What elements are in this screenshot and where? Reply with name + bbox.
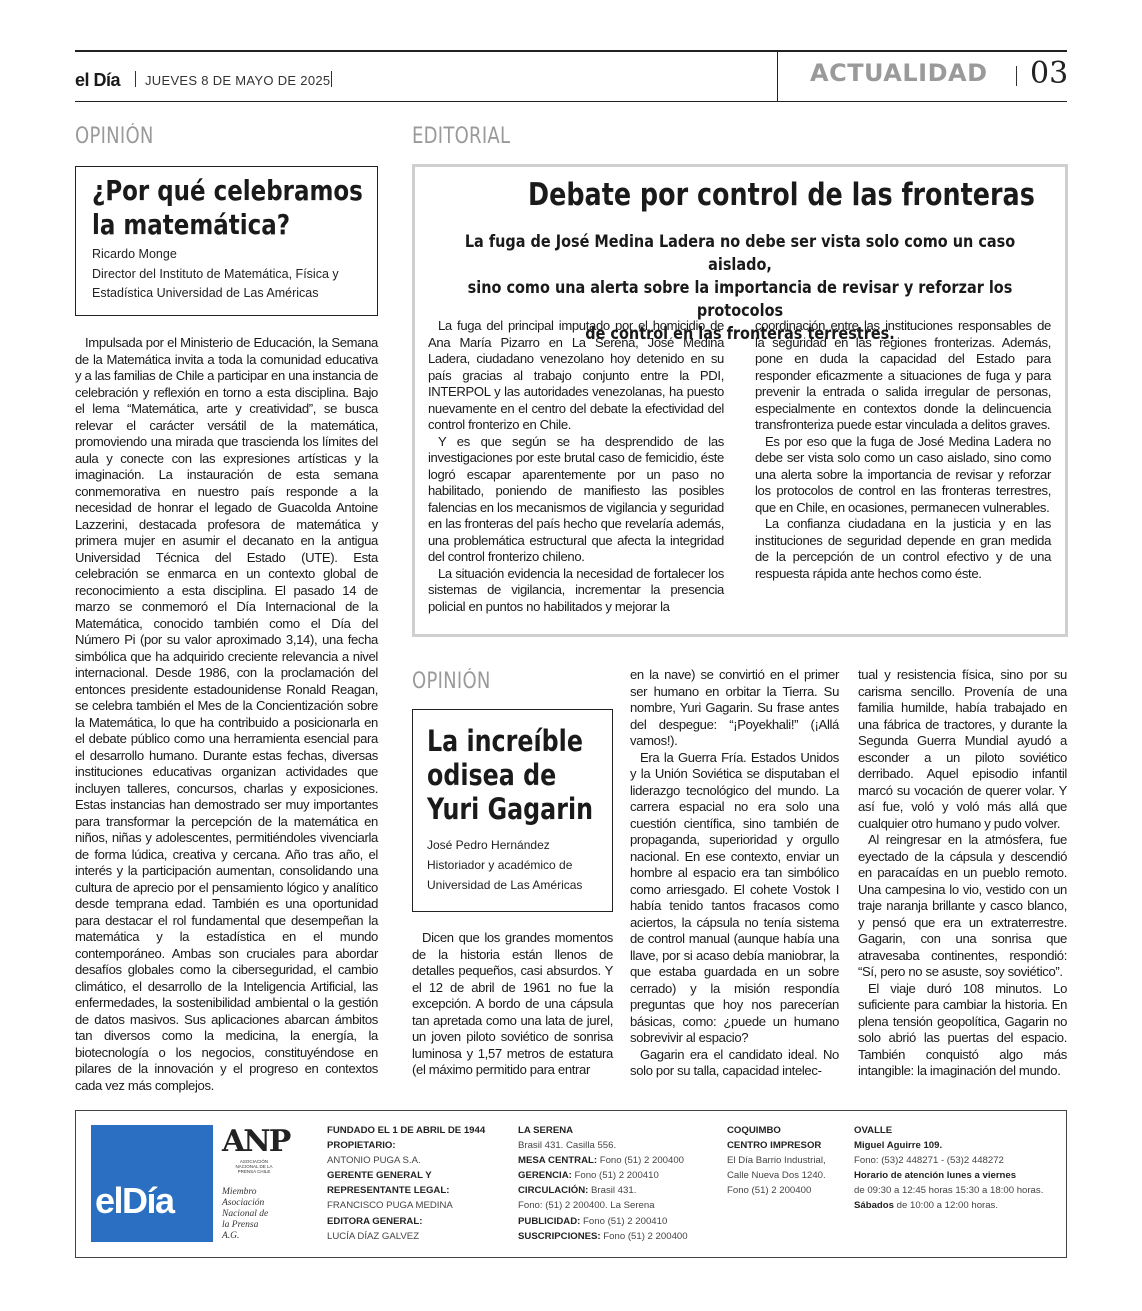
author-title: Director del Instituto de Matemática, Física y <box>92 266 339 281</box>
opinion-byline <box>427 835 582 895</box>
editorial-headline: Debate por control de las fronteras <box>528 177 1035 213</box>
footer-logo: elDía <box>91 1125 213 1242</box>
author-title: Estadística Universidad de Las Américas <box>92 286 319 300</box>
opinion-column-2: en la nave) se convirtió en el primer ser humano en orbitar la Tierra. Su nombre, Yuri Gagarin. Su frase antes del despegue: “¡Poyekhali!” (¡Allá vamos!). Era la Guerra Fría. Estados Unidos y la Unión Soviética se disputaban el liderazgo tecnológico del mundo. La carrera espacial no era solo una cuestión científica, sino también de propaganda, superioridad y orgullo nacional. En ese contexto, enviar un hombre al espacio era tan simbólico como arriesgado. El cohete Vostok I había tenido tantos fracasos como aciertos, la cápsula no tenía sistema de control manual (aunque había una llave, por si acaso debía maniobrar, la que estaba guardada en un sobre cerrado) y la misión respondía preguntas que hoy nos parecerían básicas, como: ¿puede un humano sobrevivir al espacio? Gagarin era el candidato ideal. No solo por su talla, capacidad intelec- <box>630 667 839 1078</box>
masthead-logo: el Día <box>75 70 121 90</box>
anp-logo: ANP ASOCIACIÓN NACIONAL DE LA PRENSA CHILE <box>222 1124 290 1174</box>
opinion-headline: La increíble odisea de Yuri Gagarin <box>427 724 594 826</box>
opinion-column-3: tual y resistencia física, sino por su carisma sencillo. Provenía de una familia humilde, había trabajado en una fábrica de tractores, y durante la Segunda Guerra Mundial ayudó a esconder a un piloto soviético derribado. Aquel episodio infantil marcó su vocación de querer volar. Y así fue, voló y voló más allá que cualquier otro humano y pudo volver. Al reingresar en la atmósfera, fue eyectado de la cápsula y descendió en paracaídas en un pueblo remoto. Una campesina lo vio, vestido con un traje naranja brillante y casco blanco, y pensó que era un extraterrestre. Gagarin, con una sonrisa que atravesaba continentes, respondió: “Sí, pero no se asuste, soy soviético”. El viaje duró 108 minutos. Lo suficiente para cambiar la historia. En plena tensión geopolítica, Gagarin no solo abrió las puertas del espacio. También conquistó algo más intangible: la imaginación del mundo. <box>858 667 1067 1078</box>
header-divider <box>331 71 332 87</box>
opinion-byline <box>92 245 339 304</box>
header-divider <box>1016 66 1017 86</box>
header-divider <box>135 71 136 87</box>
editorial-dek: La fuga de José Medina Ladera no debe ser vista solo como un caso aislado, sino como una alerta sobre la importancia de revisar y reforzar los protocolos de control en las fronteras terrestres. <box>464 232 1016 344</box>
section-name: ACTUALIDAD <box>810 59 988 87</box>
section-kicker: EDITORIAL <box>412 124 511 149</box>
footer-ovalle: OVALLE Miguel Aguirre 109. Fono: (53)2 448271 - (53)2 448272 Horario de atención lunes a viernes de 09:30 a 12:45 horas 15:30 a 18:00 horas. Sábados de 10:00 a 12:00 horas. <box>854 1125 1044 1212</box>
author-title: Universidad de Las Américas <box>427 878 583 892</box>
author-name: Ricardo Monge <box>92 247 177 261</box>
membership-note: Miembro Asociación Nacional de la Prensa A.G. <box>222 1187 269 1241</box>
author-name: José Pedro Hernández <box>427 838 550 852</box>
section-kicker: OPINIÓN <box>412 669 491 694</box>
opinion-body: Impulsada por el Ministerio de Educación, la Semana de la Matemática invita a toda la comunidad educativa y a las familias de Chile a participar en una instancia de celebración y reflexión en torno a esta disciplina. Bajo el lema “Matemática, arte y creatividad”, se busca relevar el carácter versátil de la matemática, promoviendo una mirada que trascienda los límites del aula y conecte con las expresiones artísticas y la imaginación. La instauración de esta semana conmemorativa en nuestro país responde a la necesidad de honrar el legado de Guacolda Antoine Lazzerini, destacada profesora de matemática y primera mujer en asumir el decanato en la antigua Universidad Técnica del Estado (UTE). Esta celebración se enmarca en un contexto global de reconocimiento a esta disciplina. El pasado 14 de marzo se conmemoró el Día Internacional de la Matemática, conocido también como el Día del Número Pi (por su valor aproximado 3,14), una fecha simbólica que ha adquirido creciente relevancia a nivel internacional. Desde 1986, con la proclamación del entonces presidente estadounidense Ronald Reagan, se celebra también el Mes de la Concientización sobre la Matemática, lo que ha contribuido a posicionarla en el debate público como una herramienta esencial para el desarrollo humano. Durante estas fechas, diversas instituciones educativas organizan actividades que incluyen talleres, concursos, charlas y exposiciones. Estas instancias han demostrado ser muy importantes para transformar la percepción de la matemática en niños, niñas y adolescentes, permitiéndoles vivenciarla de forma lúdica, creativa y cercana. Año tras año, el interés y la participación aumentan, consolidando una cultura de aprecio por el pensamiento lógico y analítico desde temprana edad. También es una oportunidad para destacar el rol fundamental que desempeñan la matemática y la estadística en el mundo contemporáneo. Ambas son cruciales para abordar desafíos globales como la ciberseguridad, el cambio climático, el desarrollo de la Inteligencia Artificial, las enfermedades, la sostenibilidad ambiental o la gestión de datos masivos. Sus aplicaciones abarcan ámbitos tan diversos como la medicina, la energía, la biotecnología o los negocios, constituyéndose en pilares de la innovación y el progreso en contextos cada vez más complejos. <box>75 335 378 1093</box>
editorial-column-1: La fuga del principal imputado por el homicidio de Ana María Pizarro en La Serena, José Medina Ladera, ciudadano venezolano hoy detenido en su país gracias al trabajo conjunto entre la PDI, INTERPOL y las autoridades venezolanas, ha puesto nuevamente en el centro del debate la efectividad del control fronterizo en Chile. Y es que según se ha desprendido de las investigaciones por este brutal caso de femicidio, éste logró escapar aparentemente por un paso no habilitado, poniendo de manifiesto las posibles falencias en los mecanismos de vigilancia y seguridad en las fronteras del país hecho que revelaría además, una problemática estructural que afecta la integridad del control fronterizo chileno. La situación evidencia la necesidad de fortalecer los sistemas de vigilancia, incrementar la presencia policial en puntos no habilitados y mejorar la <box>428 318 724 614</box>
footer-coquimbo: COQUIMBO CENTRO IMPRESOR El Día Barrio Industrial, Calle Nueva Dos 1240. Fono (51) 2 200400 <box>727 1125 826 1197</box>
opinion-headline: ¿Por qué celebramos la matemática? <box>92 174 363 241</box>
header-top-rule <box>75 50 1067 52</box>
footer-credits: FUNDADO EL 1 DE ABRIL DE 1944 PROPIETARIO: ANTONIO PUGA S.A. GERENTE GENERAL Y REPRESENTANTE LEGAL: FRANCISCO PUGA MEDINA EDITORA GENERAL: LUCÍA DÍAZ GALVEZ <box>327 1125 486 1242</box>
section-kicker: OPINIÓN <box>75 124 154 149</box>
opinion-title-box <box>412 709 613 912</box>
opinion-title-box <box>75 166 378 316</box>
page-number: 03 <box>1030 56 1069 91</box>
header-bottom-rule <box>75 101 1067 102</box>
editorial-column-2: coordinación entre las instituciones responsables de la seguridad en las regiones fronterizas. Además, pone en duda la capacidad del Estado para responder eficazmente a situaciones de fuga y para prevenir la entrada o salida irregular de personas, especialmente en contextos donde la delincuencia transfronteriza puede estar vinculada a delitos graves. Es por eso que la fuga de José Medina Ladera no debe ser vista solo como un caso aislado, sino como una alerta sobre la importancia de revisar y reforzar los protocolos de control en las fronteras terrestres, que en Chile, en ocasiones, permanecen vulnerables. La confianza ciudadana en la justicia y en las instituciones de seguridad depende en gran medida de la percepción de un control efectivo y de una respuesta rápida ante hechos como éste. <box>755 318 1051 581</box>
issue-date: JUEVES 8 DE MAYO DE 2025 <box>145 73 331 88</box>
header-vertical-rule <box>777 51 778 101</box>
opinion-column-1: Dicen que los grandes momentos de la historia están llenos de detalles pequeños, casi absurdos. Y el 12 de abril de 1961 no fue la excepción. A bordo de una cápsula tan apretada como una lata de jurel, un joven piloto soviético de sonrisa luminosa y 1,57 metros de estatura (el máximo permitido para entrar <box>412 930 613 1077</box>
footer-la-serena: LA SERENA Brasil 431. Casilla 556. MESA CENTRAL: Fono (51) 2 200400 GERENCIA: Fono (51) 2 200410 CIRCULACIÓN: Brasil 431. Fono: (51) 2 200400. La Serena PUBLICIDAD: Fono (51) 2 200410 SUSCRIPCIONES: Fono (51) 2 200400 <box>518 1125 688 1242</box>
author-title: Historiador y académico de <box>427 858 573 872</box>
